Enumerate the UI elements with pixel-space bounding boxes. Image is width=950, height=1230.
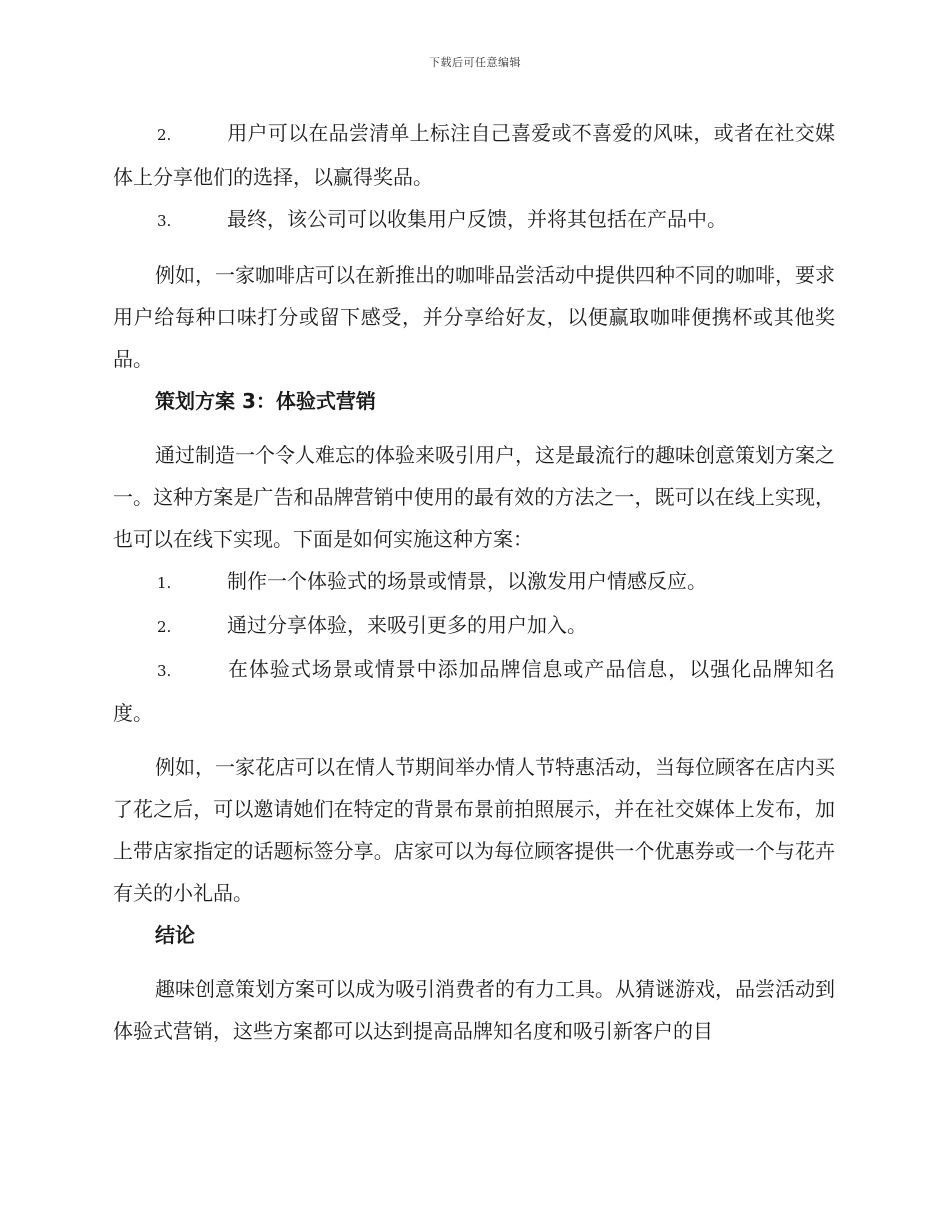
paragraph: 例如，一家咖啡店可以在新推出的咖啡品尝活动中提供四种不同的咖啡，要求用户给每种口味打分或留下感受，并分享给好友，以便赢取咖啡便携杯或其他奖品。 — [113, 263, 835, 371]
document-body — [113, 112, 835, 1052]
paragraph: 例如，一家花店可以在情人节期间举办情人节特惠活动，当每位顾客在店内买了花之后，可以邀请她们在特定的背景布景前拍照展示，并在社交媒体上发布，加上带店家指定的话题标签分享。店家可以为每位顾客提供一个优惠券或一个与花卉有关的小礼品。 — [113, 755, 835, 905]
list-item — [113, 648, 835, 734]
list-text: 在体验式场景或情景中添加品牌信息或产品信息，以强化品牌知名度。 — [113, 657, 835, 725]
list-number: 2. — [157, 126, 172, 144]
section-heading: 策划方案 3：体验式营销 — [155, 389, 376, 413]
list-text: 用户可以在品尝清单上标注自己喜爱或不喜爱的风味，或者在社交媒体上分享他们的选择，以赢得奖品。 — [113, 121, 835, 189]
list-text: 制作一个体验式的场景或情景，以激发用户情感反应。 — [227, 569, 707, 593]
list-number: 3. — [157, 662, 172, 680]
list-number: 3. — [157, 212, 172, 230]
section-heading: 结论 — [155, 923, 195, 947]
list-text: 通过分享体验，来吸引更多的用户加入。 — [227, 613, 587, 637]
list-text: 最终，该公司可以收集用户反馈，并将其包括在产品中。 — [227, 207, 727, 231]
list-item — [113, 112, 835, 198]
list-item — [113, 198, 835, 242]
list-item — [113, 604, 835, 648]
paragraph: 通过制造一个令人难忘的体验来吸引用户，这是最流行的趣味创意策划方案之一。这种方案是广告和品牌营销中使用的最有效的方法之一，既可以在线上实现，也可以在线下实现。下面是如何实施这种方案： — [113, 443, 835, 551]
list-number: 2. — [157, 618, 172, 636]
page-header: 下载后可任意编辑 — [429, 56, 521, 69]
list-number: 1. — [157, 574, 172, 592]
paragraph: 趣味创意策划方案可以成为吸引消费者的有力工具。从猜谜游戏，品尝活动到体验式营销，这些方案都可以达到提高品牌知名度和吸引新客户的目 — [113, 977, 835, 1043]
list-item — [113, 560, 835, 604]
